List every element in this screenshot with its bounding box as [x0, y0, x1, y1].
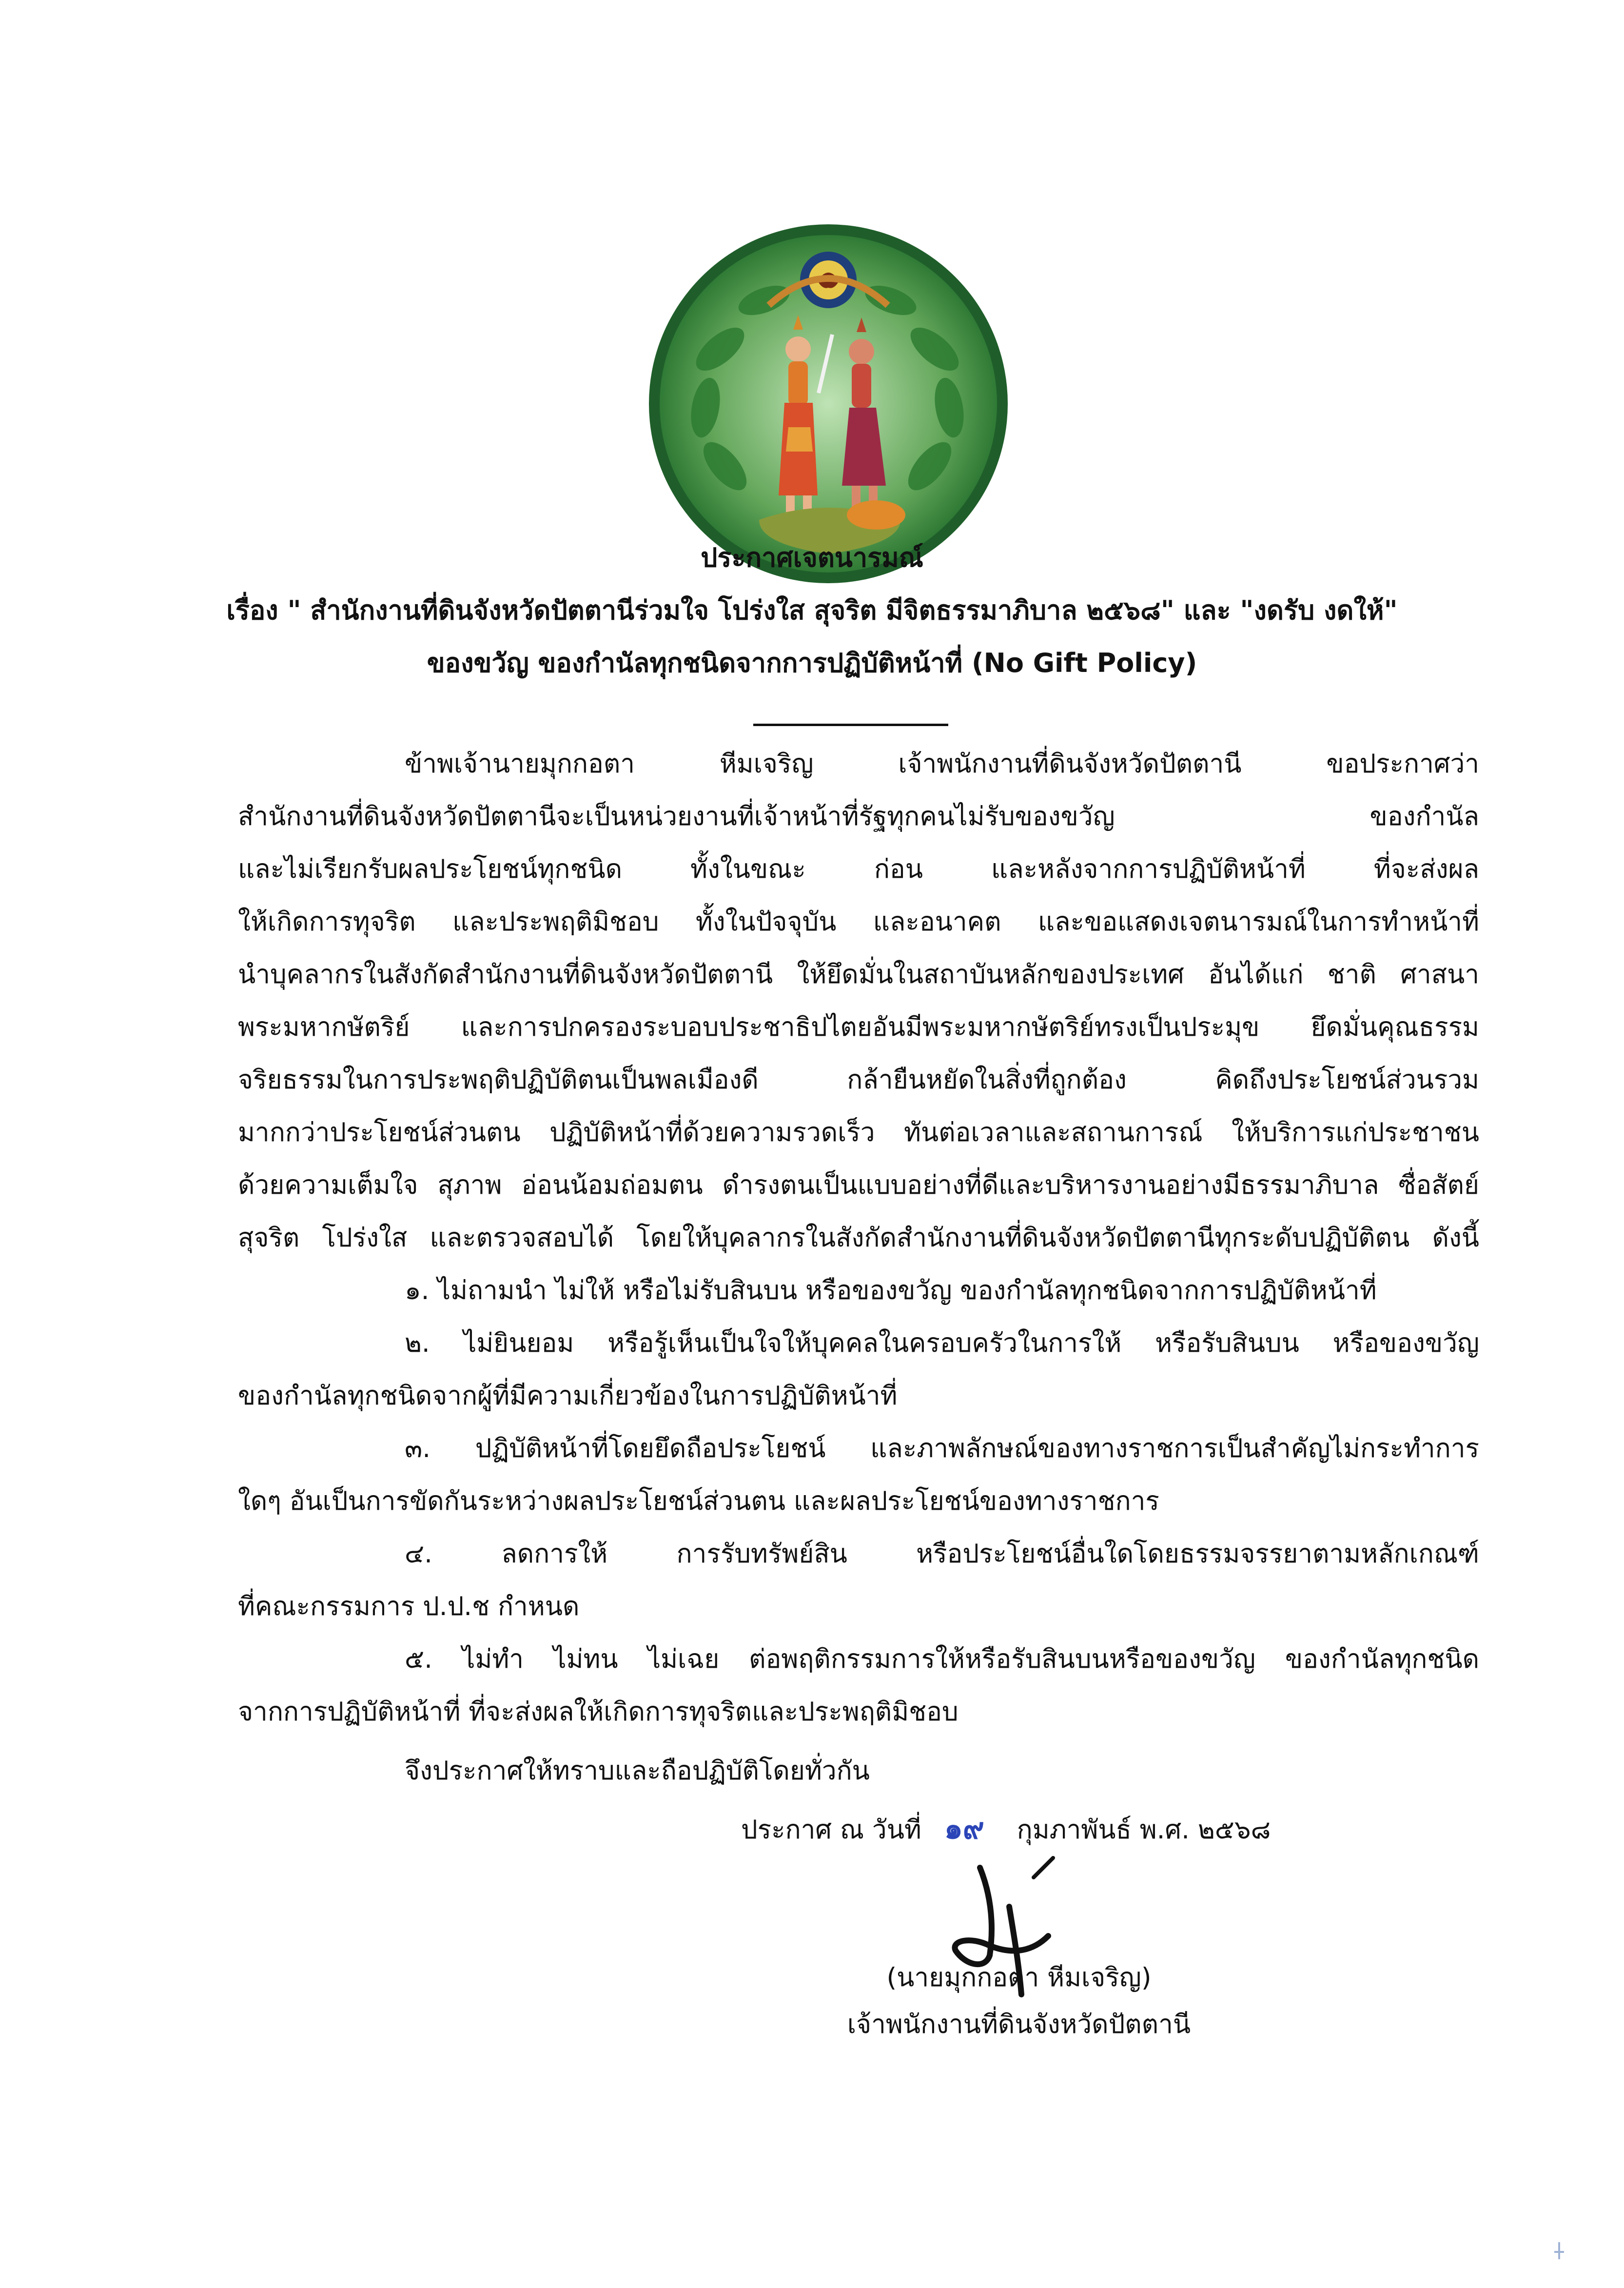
body-line: มากกว่าประโยชน์ส่วนตน ปฏิบัติหน้าที่ด้วยความรวดเร็ว ทันต่อเวลาและสถานการณ์ ให้บริการแก่ประชาชน	[238, 1118, 1479, 1147]
body-line: ด้วยความเต็มใจ สุภาพ อ่อนน้อมถ่อมตน ดำรงตนเป็นแบบอย่างที่ดีและบริหารงานอย่างมีธรรมาภิบาล ซื่อสัตย์	[238, 1170, 1479, 1200]
list-item-5-continued: จากการปฏิบัติหน้าที่ ที่จะส่งผลให้เกิดการทุจริตและประพฤติมิชอบ	[238, 1697, 959, 1727]
date-day-handwritten: ๑๙	[944, 1812, 984, 1846]
announcement-title: ประกาศเจตนารมณ์	[701, 542, 923, 573]
signatory-name: (นายมุกกอตา หีมเจริญ)	[886, 1963, 1152, 1992]
body-line: ข้าพเจ้านายมุกกอตา หีมเจริญ เจ้าพนักงานที่ดินจังหวัดปัตตานี ขอประกาศว่า	[405, 749, 1479, 779]
list-item-4: ๔. ลดการให้ การรับทรัพย์สิน หรือประโยชน์อื่นใดโดยธรรมจรรยาตามหลักเกณฑ์	[405, 1539, 1479, 1569]
pattani-seal-emblem	[647, 222, 1010, 585]
body-line: สำนักงานที่ดินจังหวัดปัตตานีจะเป็นหน่วยงานที่เจ้าหน้าที่รัฐทุกคนไม่รับของขวัญ ของกำนัล	[238, 802, 1479, 831]
body-line: และไม่เรียกรับผลประโยชน์ทุกชนิด ทั้งในขณะ ก่อน และหลังจากการปฏิบัติหน้าที่ ที่จะส่งผล	[238, 854, 1479, 884]
list-item-5: ๕. ไม่ทำ ไม่ทน ไม่เฉย ต่อพฤติกรรมการให้หรือรับสินบนหรือของขวัญ ของกำนัลทุกชนิด	[405, 1644, 1479, 1674]
list-item-2-continued: ของกำนัลทุกชนิดจากผู้ที่มีความเกี่ยวข้องในการปฏิบัติหน้าที่	[238, 1381, 898, 1411]
date-prefix: ประกาศ ณ วันที่	[741, 1815, 921, 1845]
body-line: นำบุคลากรในสังกัดสำนักงานที่ดินจังหวัดปัตตานี ให้ยึดมั่นในสถาบันหลักของประเทศ อันได้แก่ ชาติ ศาสนา	[238, 960, 1479, 989]
announcement-subject: เรื่อง " สำนักงานที่ดินจังหวัดปัตตานีร่วมใจ โปร่งใส สุจริต มีจิตธรรมาภิบาล ๒๕๖๘" และ "งดรับ งดให้"	[226, 595, 1398, 626]
list-item-1: ๑. ไม่ถามนำ ไม่ให้ หรือไม่รับสินบน หรือของขวัญ ของกำนัลทุกชนิดจากการปฏิบัติหน้าที่	[405, 1276, 1377, 1305]
closing-statement: จึงประกาศให้ทราบและถือปฏิบัติโดยทั่วกัน	[405, 1756, 870, 1786]
list-item-2: ๒. ไม่ยินยอม หรือรู้เห็นเป็นใจให้บุคคลในครอบครัวในการให้ หรือรับสินบน หรือของขวัญ	[405, 1328, 1479, 1358]
signatory-position: เจ้าพนักงานที่ดินจังหวัดปัตตานี	[847, 2010, 1191, 2039]
corner-scan-mark	[1549, 2237, 1569, 2267]
announcement-date	[741, 1813, 1271, 1846]
list-item-3-continued: ใดๆ อันเป็นการขัดกันระหว่างผลประโยชน์ส่วนตน และผลประโยชน์ของทางราชการ	[238, 1486, 1159, 1516]
body-line: พระมหากษัตริย์ และการปกครองระบอบประชาธิปไตยอันมีพระมหากษัตริย์ทรงเป็นประมุข ยึดมั่นคุณธรรม	[238, 1012, 1479, 1042]
date-month-year: กุมภาพันธ์ พ.ศ. ๒๕๖๘	[1017, 1815, 1271, 1845]
list-item-3: ๓. ปฏิบัติหน้าที่โดยยึดถือประโยชน์ และภาพลักษณ์ของทางราชการเป็นสำคัญไม่กระทำการ	[405, 1434, 1479, 1463]
body-line: จริยธรรมในการประพฤติปฏิบัติตนเป็นพลเมืองดี กล้ายืนหยัดในสิ่งที่ถูกต้อง คิดถึงประโยชน์ส่วนรวม	[238, 1065, 1479, 1095]
list-item-4-continued: ที่คณะกรรมการ ป.ป.ช กำหนด	[238, 1592, 580, 1621]
body-line: สุจริต โปร่งใส และตรวจสอบได้ โดยให้บุคลากรในสังกัดสำนักงานที่ดินจังหวัดปัตตานีทุกระดับปฏิบัติตน ดังนี้	[238, 1223, 1479, 1253]
heading-divider	[753, 724, 948, 726]
body-line: ให้เกิดการทุจริต และประพฤติมิชอบ ทั้งในปัจจุบัน และอนาคต และขอแสดงเจตนารมณ์ในการทำหน้าที่	[238, 907, 1479, 937]
announcement-subject-continued: ของขวัญ ของกำนัลทุกชนิดจากการปฏิบัติหน้าที่ (No Gift Policy)	[427, 648, 1197, 678]
